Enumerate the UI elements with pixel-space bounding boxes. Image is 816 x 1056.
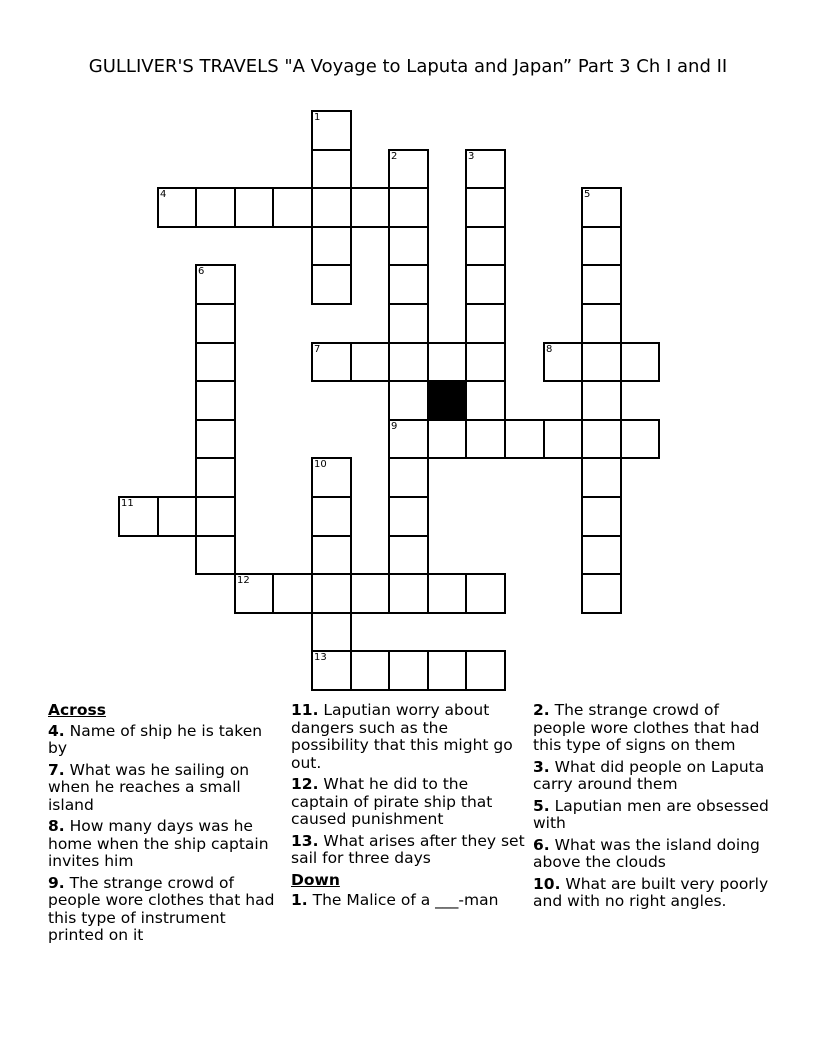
grid-cell[interactable]: [157, 187, 197, 228]
grid-cell[interactable]: [311, 187, 352, 228]
grid-cell[interactable]: [350, 187, 390, 228]
grid-cell[interactable]: [388, 457, 429, 498]
grid-cell[interactable]: [465, 226, 506, 266]
grid-cell[interactable]: [350, 342, 390, 382]
grid-cell[interactable]: [465, 264, 506, 305]
grid-cell[interactable]: [581, 457, 622, 498]
clue-text: The strange crowd of people wore clothes that had this type of signs on them: [533, 701, 760, 754]
clue-text: The strange crowd of people wore clothes that had this type of instrument printed on it: [48, 873, 275, 944]
grid-cell[interactable]: [388, 380, 429, 421]
grid-cell[interactable]: [581, 226, 622, 266]
clue-item: [48, 723, 284, 758]
grid-cell[interactable]: [581, 573, 622, 614]
clue-text: What he did to the captain of pirate ship that caused punishment: [291, 775, 493, 828]
grid-cell[interactable]: [620, 342, 660, 382]
clue-number: 13.: [291, 831, 319, 850]
grid-cell[interactable]: [311, 226, 352, 266]
clue-number-label: 8: [546, 344, 553, 355]
grid-cell[interactable]: [388, 573, 429, 614]
grid-cell[interactable]: [311, 535, 352, 575]
grid-cell[interactable]: [195, 342, 236, 382]
grid-cell[interactable]: [581, 264, 622, 305]
clue-text: What are built very poorly and with no right angles.: [533, 874, 769, 910]
grid-cell[interactable]: [388, 149, 429, 189]
clue-number-label: 11: [121, 498, 134, 509]
clue-item: [291, 892, 527, 910]
clue-number-label: 12: [237, 575, 250, 586]
clue-column-3: [533, 702, 769, 915]
grid-cell[interactable]: [427, 419, 467, 459]
clue-item: [533, 759, 769, 794]
grid-cell[interactable]: [427, 342, 467, 382]
clue-column-2: [291, 702, 527, 914]
grid-cell[interactable]: [388, 342, 429, 382]
clue-item: [533, 702, 769, 755]
grid-cell[interactable]: [543, 342, 583, 382]
grid-cell[interactable]: [350, 650, 390, 691]
grid-cell[interactable]: [195, 187, 236, 228]
clue-number: 10.: [533, 874, 561, 893]
grid-cell[interactable]: [311, 149, 352, 189]
clue-number: 5.: [533, 796, 550, 815]
clue-item: [533, 837, 769, 872]
clue-number-label: 7: [314, 344, 321, 355]
grid-cell[interactable]: [543, 419, 583, 459]
clue-number: 9.: [48, 873, 65, 892]
clue-text: What was he sailing on when he reaches a small island: [48, 760, 250, 814]
grid-cell[interactable]: [311, 342, 352, 382]
grid-cell[interactable]: [350, 573, 390, 614]
grid-cell[interactable]: [311, 110, 352, 151]
grid-cell[interactable]: [388, 303, 429, 344]
grid-cell[interactable]: [581, 380, 622, 421]
grid-cell[interactable]: [465, 419, 506, 459]
clue-number-label: 13: [314, 652, 327, 663]
clue-number: 1.: [291, 891, 308, 909]
grid-cell[interactable]: [388, 535, 429, 575]
grid-cell[interactable]: [465, 303, 506, 344]
clue-number-label: 2: [391, 151, 398, 162]
clue-heading: Across: [48, 701, 106, 719]
clue-text: The Malice of a ___-man: [307, 891, 499, 909]
clue-item: [291, 702, 527, 772]
grid-cell[interactable]: [388, 496, 429, 537]
clue-number: 7.: [48, 760, 65, 779]
clue-number: 2.: [533, 701, 550, 719]
clue-number: 11.: [291, 701, 319, 719]
clue-item: [48, 818, 284, 871]
grid-cell[interactable]: [195, 496, 236, 537]
clue-item: [291, 776, 527, 829]
clue-item: [533, 876, 769, 911]
grid-cell[interactable]: [581, 342, 622, 382]
clue-number: 6.: [533, 835, 550, 854]
grid-cell[interactable]: [581, 535, 622, 575]
grid-cell[interactable]: [311, 573, 352, 614]
clue-number: 12.: [291, 775, 319, 793]
grid-cell[interactable]: [388, 419, 429, 459]
grid-cell[interactable]: [234, 187, 274, 228]
clue-number: 3.: [533, 757, 550, 776]
grid-cell[interactable]: [157, 496, 197, 537]
grid-cell[interactable]: [465, 342, 506, 382]
clue-text: What was the island doing above the clouds: [533, 835, 760, 871]
grid-cell[interactable]: [311, 650, 352, 691]
clue-text: How many days was he home when the ship captain invites him: [48, 817, 269, 870]
clue-text: What arises after they set sail for three days: [291, 831, 525, 867]
grid-cell[interactable]: [504, 419, 545, 459]
clue-column-1: [48, 702, 284, 949]
clue-text: Laputian men are obsessed with: [533, 796, 769, 832]
grid-cell[interactable]: [427, 573, 467, 614]
clue-item: [48, 875, 284, 945]
grid-cell[interactable]: [581, 419, 622, 459]
grid-cell[interactable]: [465, 149, 506, 189]
grid-cell[interactable]: [465, 573, 506, 614]
grid-cell[interactable]: [272, 573, 313, 614]
clue-number-label: 9: [391, 421, 398, 432]
blocked-cell: [427, 380, 467, 421]
grid-cell[interactable]: [465, 650, 506, 691]
grid-cell[interactable]: [195, 303, 236, 344]
grid-cell[interactable]: [118, 496, 159, 537]
grid-cell[interactable]: [195, 457, 236, 498]
grid-cell[interactable]: [388, 264, 429, 305]
puzzle-title: GULLIVER'S TRAVELS "A Voyage to Laputa and Japan” Part 3 Ch I and II: [88, 56, 728, 77]
grid-cell[interactable]: [234, 573, 274, 614]
clue-number: 4.: [48, 721, 65, 740]
grid-cell[interactable]: [581, 187, 622, 228]
clue-number-label: 3: [468, 151, 475, 162]
grid-cell[interactable]: [620, 419, 660, 459]
grid-cell[interactable]: [311, 496, 352, 537]
grid-cell[interactable]: [311, 264, 352, 305]
clue-number-label: 10: [314, 459, 327, 470]
clue-text: What did people on Laputa carry around them: [533, 757, 765, 793]
grid-cell[interactable]: [195, 264, 236, 305]
grid-cell[interactable]: [311, 612, 352, 652]
clue-number-label: 4: [160, 189, 167, 200]
clue-number-label: 5: [584, 189, 591, 200]
grid-cell[interactable]: [195, 380, 236, 421]
clue-heading: Down: [291, 870, 340, 889]
grid-cell[interactable]: [388, 226, 429, 266]
clue-text: Laputian worry about dangers such as the possibility that this might go out.: [291, 701, 513, 772]
grid-cell[interactable]: [581, 303, 622, 344]
clue-number-label: 1: [314, 112, 321, 123]
clue-number-label: 6: [198, 266, 205, 277]
grid-cell[interactable]: [195, 535, 236, 575]
grid-cell[interactable]: [388, 650, 429, 691]
grid-cell[interactable]: [272, 187, 313, 228]
grid-cell[interactable]: [581, 496, 622, 537]
grid-cell[interactable]: [195, 419, 236, 459]
clue-item: [48, 762, 284, 815]
clue-item: [533, 798, 769, 833]
grid-cell[interactable]: [465, 380, 506, 421]
clue-number: 8.: [48, 817, 65, 835]
grid-cell[interactable]: [388, 187, 429, 228]
grid-cell[interactable]: [465, 187, 506, 228]
clue-text: Name of ship he is taken by: [48, 721, 263, 757]
grid-cell[interactable]: [427, 650, 467, 691]
clue-item: [291, 833, 527, 868]
grid-cell[interactable]: [311, 457, 352, 498]
